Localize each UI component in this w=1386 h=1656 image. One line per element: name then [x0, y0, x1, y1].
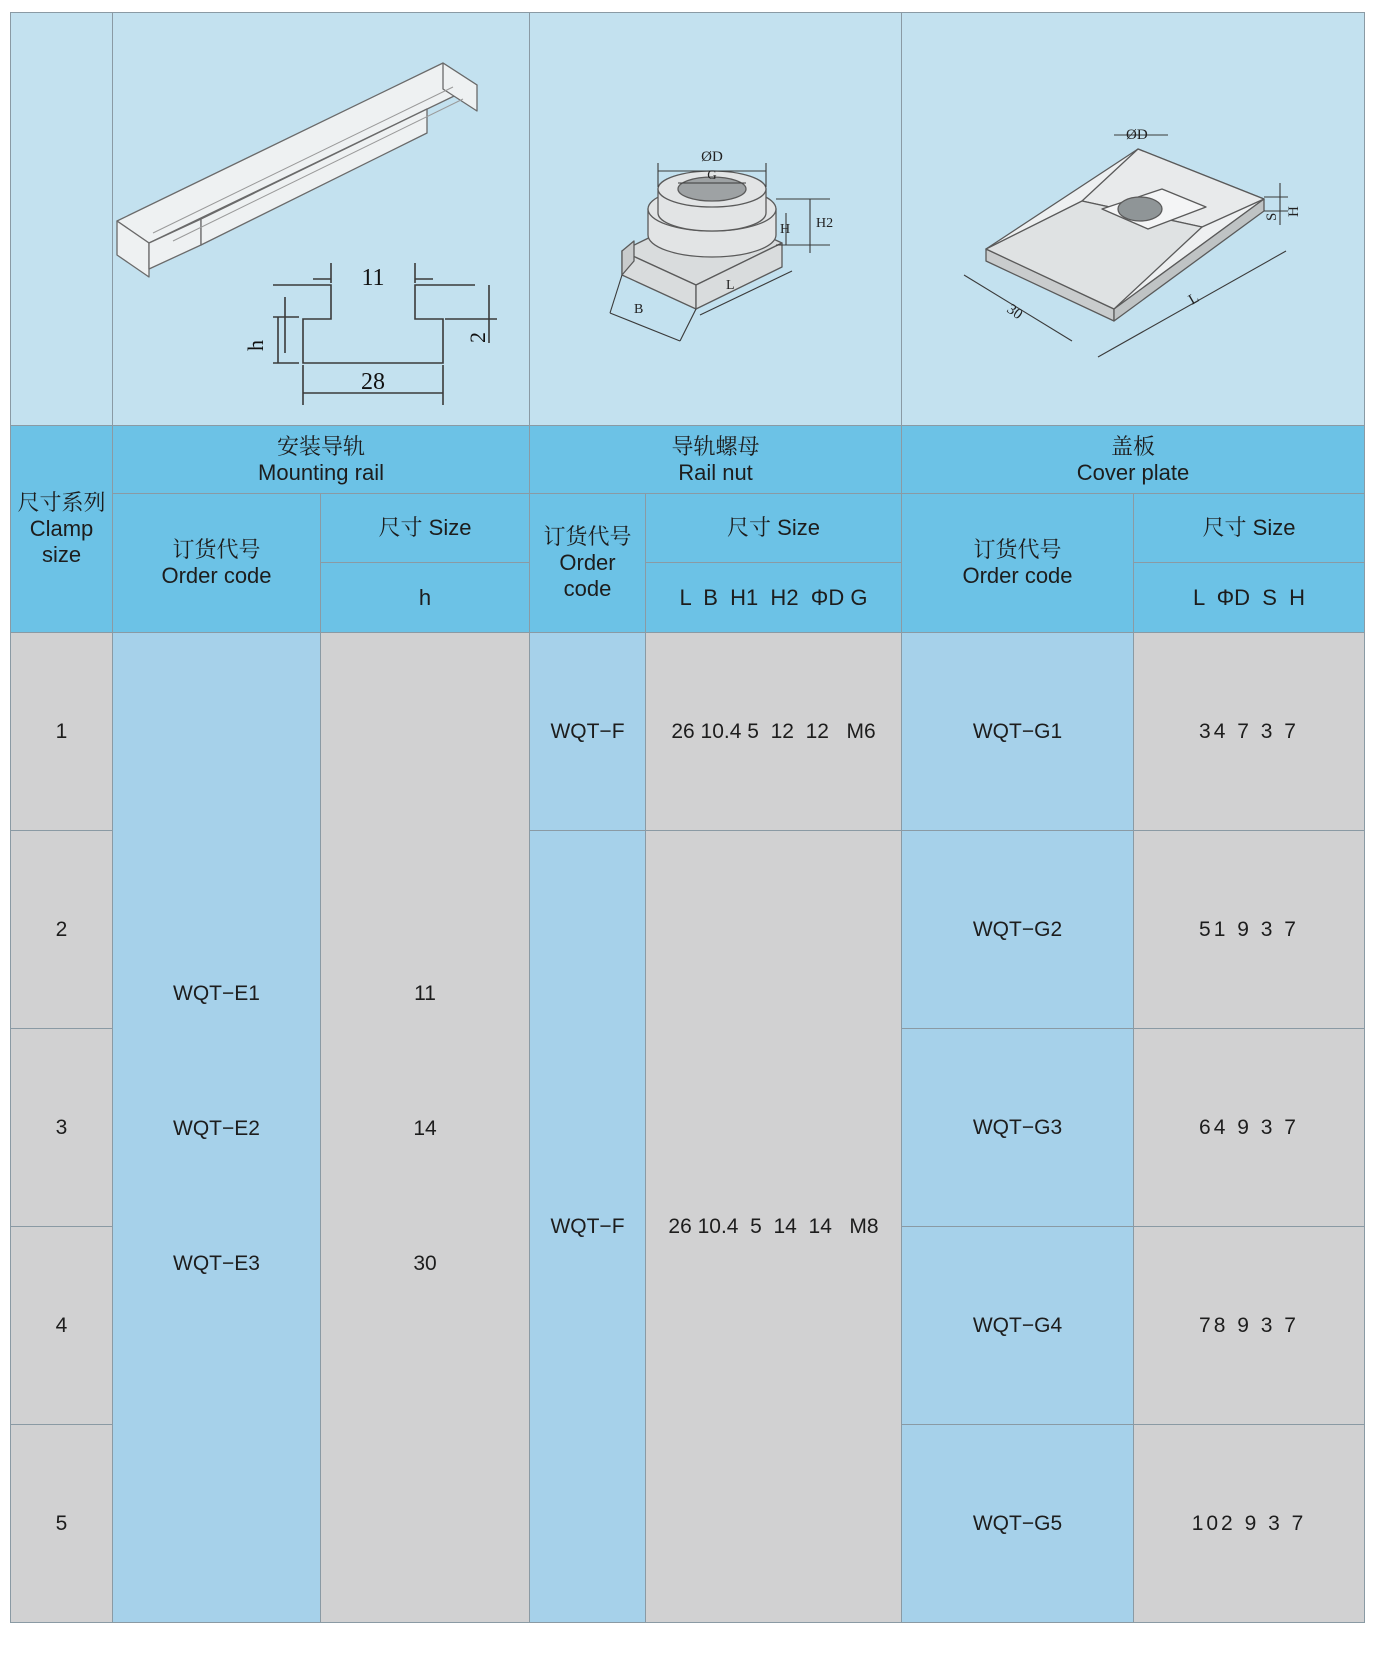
cover-plate-header-zh: 盖板 [1110, 433, 1155, 459]
clamp-size-cell-1: 1 [10, 632, 113, 831]
cover-size-values-4: 78 9 3 7 [1133, 1226, 1365, 1425]
cover-plate-drawing [902, 13, 1364, 425]
clamp-size-cell-2: 2 [10, 830, 113, 1029]
cover-order-code-header [901, 493, 1134, 633]
rail-h-column [320, 632, 530, 1623]
rail-nut-drawing [530, 13, 901, 425]
clamp-size-cell-4: 4 [10, 1226, 113, 1425]
clamp-size-header-zh: 尺寸系列 [17, 490, 106, 515]
cover-dim-h: H [1286, 206, 1302, 217]
mounting-rail-drawing-cell [112, 12, 530, 426]
mounting-rail-drawing [113, 13, 529, 425]
nut-order-code-2: WQT−F [529, 830, 646, 1623]
clamp-size-cell-5: 5 [10, 1424, 113, 1623]
nut-size-values-1: 26 10.4 5 12 12 M6 [645, 632, 902, 831]
clamp-size-header [10, 425, 113, 633]
rail-size-header: 尺寸 Size [320, 493, 530, 563]
rail-order-code-2: WQT−E2 [173, 1117, 260, 1140]
nut-dim-g: G [707, 167, 717, 182]
rail-nut-header-en: Rail nut [678, 459, 753, 485]
cover-size-columns: L ΦD S H [1133, 562, 1365, 633]
rail-h-value-3: 30 [413, 1252, 437, 1275]
cover-dim-30: 30 [1003, 301, 1026, 324]
rail-nut-drawing-cell [529, 12, 902, 426]
rail-order-code-3: WQT−E3 [173, 1252, 260, 1275]
nut-order-code-header-en-a: Order [559, 550, 616, 575]
cover-order-code-header-zh: 订货代号 [973, 537, 1062, 562]
rail-size-columns: h [320, 562, 530, 633]
clamp-size-header-en2: size [41, 542, 82, 567]
rail-dim-h: h [243, 340, 268, 351]
cover-dim-d: ØD [1126, 127, 1148, 143]
nut-dim-h2: H2 [816, 216, 834, 231]
nut-dim-b: B [634, 302, 644, 317]
cover-size-values-3: 64 9 3 7 [1133, 1028, 1365, 1227]
cover-plate-header [901, 425, 1365, 494]
blank-image-cell [10, 12, 113, 426]
rail-order-code-header-zh: 订货代号 [172, 537, 261, 562]
cover-plate-header-en: Cover plate [1076, 459, 1190, 485]
nut-order-code-header [529, 493, 646, 633]
cover-order-code-1: WQT−G1 [901, 632, 1134, 831]
cover-size-values-5: 102 9 3 7 [1133, 1424, 1365, 1623]
nut-size-columns: L B H1 H2 ΦD G [645, 562, 902, 633]
rail-order-code-column [112, 632, 321, 1623]
cover-order-code-4: WQT−G4 [901, 1226, 1134, 1425]
rail-order-code-header-en: Order code [161, 563, 272, 588]
rail-order-code-1: WQT−E1 [173, 982, 260, 1005]
rail-h-value-1: 11 [414, 982, 436, 1005]
cover-size-values-1: 34 7 3 7 [1133, 632, 1365, 831]
rail-h-value-2: 14 [413, 1117, 437, 1140]
cover-plate-drawing-cell [901, 12, 1365, 426]
cover-order-code-5: WQT−G5 [901, 1424, 1134, 1623]
cover-order-code-header-en: Order code [962, 563, 1073, 588]
nut-size-values-2: 26 10.4 5 14 14 M8 [645, 830, 902, 1623]
cover-dim-l: L [1186, 290, 1202, 309]
rail-nut-header-zh: 导轨螺母 [671, 433, 760, 459]
nut-order-code-header-zh: 订货代号 [543, 524, 632, 549]
nut-dim-d: ØD [701, 149, 723, 165]
rail-nut-header [529, 425, 902, 494]
cover-order-code-3: WQT−G3 [901, 1028, 1134, 1227]
nut-dim-l: L [726, 278, 735, 293]
rail-dim-11: 11 [361, 265, 385, 291]
clamp-size-header-en1: Clamp [29, 516, 94, 541]
rail-order-code-header [112, 493, 321, 633]
cover-dim-s: S [1264, 212, 1280, 221]
rail-dim-28: 28 [361, 369, 385, 395]
nut-order-code-1: WQT−F [529, 632, 646, 831]
mounting-rail-header-en: Mounting rail [258, 459, 384, 485]
cover-order-code-2: WQT−G2 [901, 830, 1134, 1029]
mounting-rail-header [112, 425, 530, 494]
clamp-size-cell-3: 3 [10, 1028, 113, 1227]
cover-size-header: 尺寸 Size [1133, 493, 1365, 563]
nut-dim-h: H [780, 222, 791, 237]
nut-order-code-header-en-b: code [563, 576, 612, 601]
rail-dim-2: 2 [465, 332, 490, 343]
mounting-rail-header-zh: 安装导轨 [276, 433, 365, 459]
cover-size-values-2: 51 9 3 7 [1133, 830, 1365, 1029]
nut-size-header: 尺寸 Size [645, 493, 902, 563]
